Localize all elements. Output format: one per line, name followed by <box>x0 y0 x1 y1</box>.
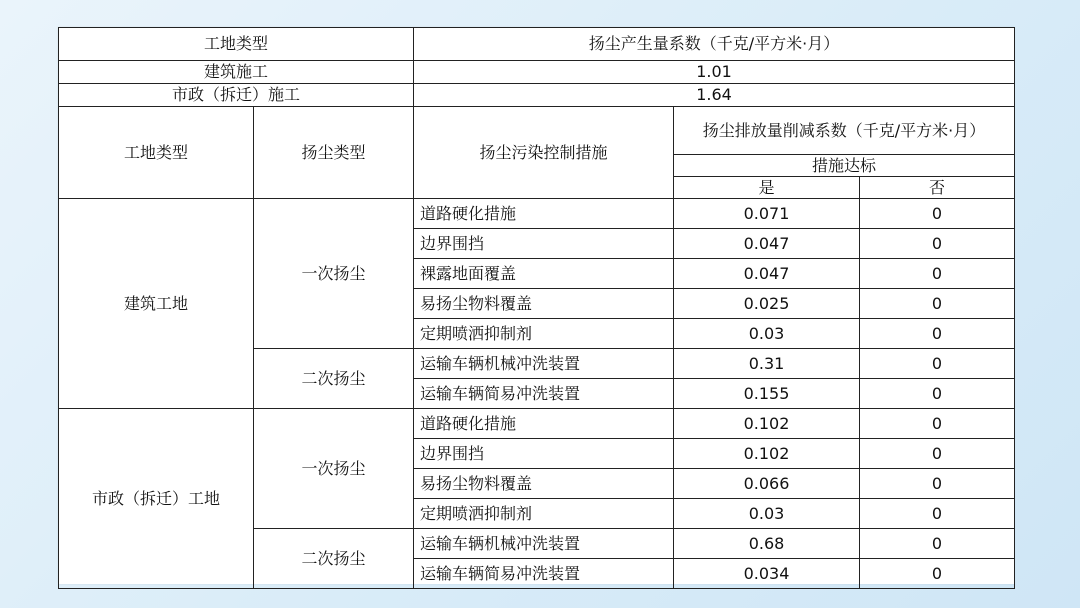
top-row-value: 1.01 <box>414 61 1015 84</box>
top-row <box>59 61 1015 84</box>
table-row <box>59 409 1015 439</box>
no-value-cell: 0 <box>860 379 1015 409</box>
bottom-header-yes: 是 <box>674 177 860 199</box>
yes-value-cell: 0.047 <box>674 259 860 289</box>
top-row-site: 市政（拆迁）施工 <box>59 84 414 107</box>
top-row-site: 建筑施工 <box>59 61 414 84</box>
site-type-cell: 建筑工地 <box>59 199 254 409</box>
bottom-header-row <box>59 107 1015 155</box>
yes-value-cell: 0.03 <box>674 499 860 529</box>
measure-cell: 运输车辆机械冲洗装置 <box>414 349 674 379</box>
no-value-cell: 0 <box>860 199 1015 229</box>
yes-value-cell: 0.034 <box>674 559 860 589</box>
no-value-cell: 0 <box>860 409 1015 439</box>
measure-cell: 运输车辆简易冲洗装置 <box>414 379 674 409</box>
yes-value-cell: 0.31 <box>674 349 860 379</box>
no-value-cell: 0 <box>860 499 1015 529</box>
measure-cell: 道路硬化措施 <box>414 409 674 439</box>
bottom-header-measures: 扬尘污染控制措施 <box>414 107 674 199</box>
bottom-header-dust-type: 扬尘类型 <box>254 107 414 199</box>
dust-type-cell: 一次扬尘 <box>254 409 414 529</box>
yes-value-cell: 0.102 <box>674 439 860 469</box>
top-header-row <box>59 28 1015 61</box>
measure-cell: 定期喷洒抑制剂 <box>414 499 674 529</box>
measure-cell: 运输车辆机械冲洗装置 <box>414 529 674 559</box>
no-value-cell: 0 <box>860 529 1015 559</box>
yes-value-cell: 0.102 <box>674 409 860 439</box>
yes-value-cell: 0.047 <box>674 229 860 259</box>
top-header-coefficient: 扬尘产生量系数（千克/平方米·月） <box>414 28 1015 61</box>
bottom-header-site-type: 工地类型 <box>59 107 254 199</box>
bottom-header-no: 否 <box>860 177 1015 199</box>
measure-cell: 边界围挡 <box>414 439 674 469</box>
no-value-cell: 0 <box>860 469 1015 499</box>
yes-value-cell: 0.155 <box>674 379 860 409</box>
measure-cell: 裸露地面覆盖 <box>414 259 674 289</box>
no-value-cell: 0 <box>860 559 1015 589</box>
no-value-cell: 0 <box>860 229 1015 259</box>
dust-coefficient-table <box>58 27 1015 589</box>
dust-coefficient-table-frame <box>58 27 1014 584</box>
bottom-header-reduction: 扬尘排放量削减系数（千克/平方米·月） <box>674 107 1015 155</box>
measure-cell: 易扬尘物料覆盖 <box>414 469 674 499</box>
no-value-cell: 0 <box>860 259 1015 289</box>
top-row <box>59 84 1015 107</box>
top-row-value: 1.64 <box>414 84 1015 107</box>
bottom-header-compliance: 措施达标 <box>674 155 1015 177</box>
yes-value-cell: 0.025 <box>674 289 860 319</box>
measure-cell: 易扬尘物料覆盖 <box>414 289 674 319</box>
table-row <box>59 199 1015 229</box>
yes-value-cell: 0.03 <box>674 319 860 349</box>
dust-type-cell: 一次扬尘 <box>254 199 414 349</box>
dust-type-cell: 二次扬尘 <box>254 529 414 589</box>
no-value-cell: 0 <box>860 349 1015 379</box>
yes-value-cell: 0.68 <box>674 529 860 559</box>
top-header-site-type: 工地类型 <box>59 28 414 61</box>
no-value-cell: 0 <box>860 319 1015 349</box>
site-type-cell: 市政（拆迁）工地 <box>59 409 254 589</box>
no-value-cell: 0 <box>860 289 1015 319</box>
measure-cell: 定期喷洒抑制剂 <box>414 319 674 349</box>
dust-type-cell: 二次扬尘 <box>254 349 414 409</box>
measure-cell: 边界围挡 <box>414 229 674 259</box>
yes-value-cell: 0.071 <box>674 199 860 229</box>
measure-cell: 运输车辆简易冲洗装置 <box>414 559 674 589</box>
yes-value-cell: 0.066 <box>674 469 860 499</box>
no-value-cell: 0 <box>860 439 1015 469</box>
measure-cell: 道路硬化措施 <box>414 199 674 229</box>
